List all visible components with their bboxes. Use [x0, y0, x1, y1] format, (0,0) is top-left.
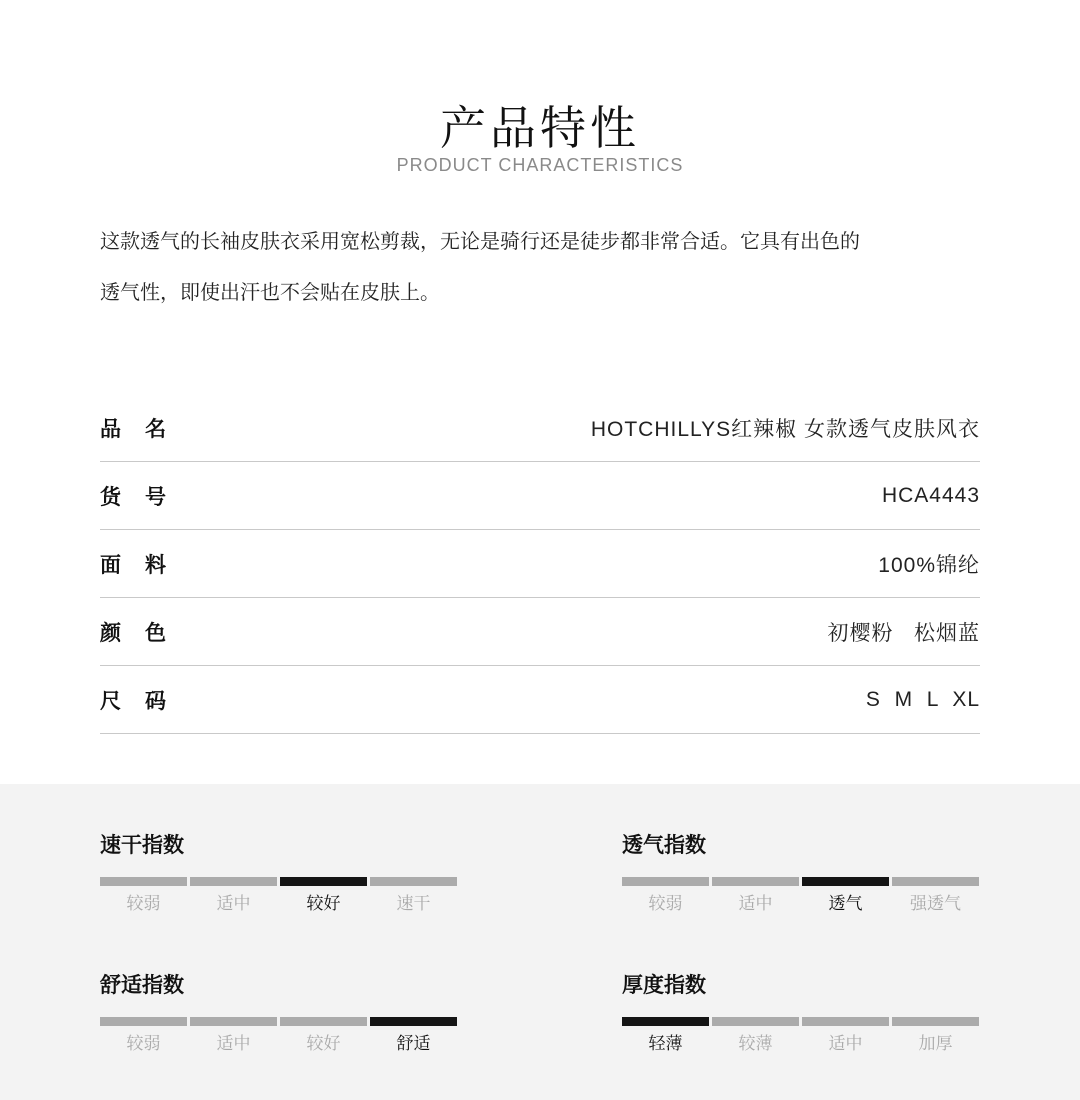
index-scale	[100, 877, 458, 916]
scale-bar	[370, 1017, 457, 1026]
scale-bar	[190, 877, 277, 886]
scale-segment	[892, 877, 979, 916]
spec-row-name	[100, 394, 980, 462]
spec-label: 面料	[100, 552, 190, 577]
scale-label: 较弱	[648, 894, 683, 914]
scale-label: 轻薄	[648, 1034, 683, 1054]
section-subtitle: PRODUCT CHARACTERISTICS	[396, 155, 684, 175]
section-title: 产品特性	[440, 101, 640, 155]
spec-label: 尺码	[100, 688, 190, 713]
spec-label: 颜色	[100, 620, 190, 645]
scale-segment	[280, 877, 367, 916]
scale-label: 透气	[828, 894, 863, 914]
scale-bar	[892, 877, 979, 886]
scale-segment	[892, 1017, 979, 1056]
description-line: 透气性，即使出汗也不会贴在皮肤上。	[100, 280, 440, 304]
scale-bar	[190, 1017, 277, 1026]
index-scale	[100, 1017, 458, 1056]
spec-label: 品名	[100, 416, 190, 441]
quick-dry-index	[100, 830, 458, 916]
scale-bar	[712, 877, 799, 886]
spec-table	[100, 394, 980, 734]
scale-bar	[370, 877, 457, 886]
spec-value: 100%锦纶	[878, 553, 980, 577]
scale-bar	[712, 1017, 799, 1026]
scale-segment	[100, 1017, 187, 1056]
scale-segment	[712, 1017, 799, 1056]
scale-label: 适中	[738, 894, 773, 914]
scale-bar	[622, 877, 709, 886]
scale-segment	[370, 877, 457, 916]
scale-label: 强透气	[910, 894, 961, 914]
index-title: 透气指数	[622, 833, 706, 857]
scale-label: 适中	[828, 1034, 863, 1054]
scale-label: 速干	[396, 894, 431, 914]
spec-value: S M L XL	[865, 687, 980, 711]
scale-label: 较薄	[738, 1034, 773, 1054]
scale-segment	[370, 1017, 457, 1056]
breathability-index	[622, 830, 980, 916]
index-title: 厚度指数	[622, 973, 706, 997]
description-line: 这款透气的长袖皮肤衣采用宽松剪裁，无论是骑行还是徒步都非常合适。它具有出色的	[100, 229, 860, 253]
scale-bar	[100, 877, 187, 886]
scale-label: 适中	[216, 1034, 251, 1054]
spec-label: 货号	[100, 484, 190, 509]
scale-label: 较好	[306, 894, 341, 914]
scale-segment	[802, 1017, 889, 1056]
scale-bar	[280, 1017, 367, 1026]
scale-segment	[622, 877, 709, 916]
index-scale	[622, 1017, 980, 1056]
scale-bar	[280, 877, 367, 886]
spec-row-size	[100, 666, 980, 734]
scale-segment	[100, 877, 187, 916]
scale-segment	[712, 877, 799, 916]
scale-bar	[622, 1017, 709, 1026]
spec-row-fabric	[100, 530, 980, 598]
index-scale	[622, 877, 980, 916]
product-description	[100, 216, 980, 318]
scale-segment	[190, 877, 277, 916]
scale-label: 较弱	[126, 1034, 161, 1054]
comfort-index	[100, 970, 458, 1056]
index-title: 速干指数	[100, 833, 184, 857]
thickness-index	[622, 970, 980, 1056]
scale-segment	[622, 1017, 709, 1056]
spec-value: HCA4443	[881, 483, 980, 507]
spec-value: HOTCHILLYS红辣椒 女款透气皮肤风衣	[590, 417, 980, 441]
scale-segment	[190, 1017, 277, 1056]
scale-label: 较弱	[126, 894, 161, 914]
spec-row-color	[100, 598, 980, 666]
scale-segment	[280, 1017, 367, 1056]
scale-bar	[802, 1017, 889, 1026]
scale-bar	[802, 877, 889, 886]
spec-value: 初樱粉 松烟蓝	[827, 621, 980, 645]
spec-row-sku	[100, 462, 980, 530]
scale-label: 较好	[306, 1034, 341, 1054]
scale-bar	[892, 1017, 979, 1026]
index-title: 舒适指数	[100, 973, 184, 997]
scale-bar	[100, 1017, 187, 1026]
scale-label: 适中	[216, 894, 251, 914]
index-panel	[0, 784, 1080, 1100]
scale-segment	[802, 877, 889, 916]
scale-label: 加厚	[918, 1034, 953, 1054]
scale-label: 舒适	[396, 1034, 431, 1054]
